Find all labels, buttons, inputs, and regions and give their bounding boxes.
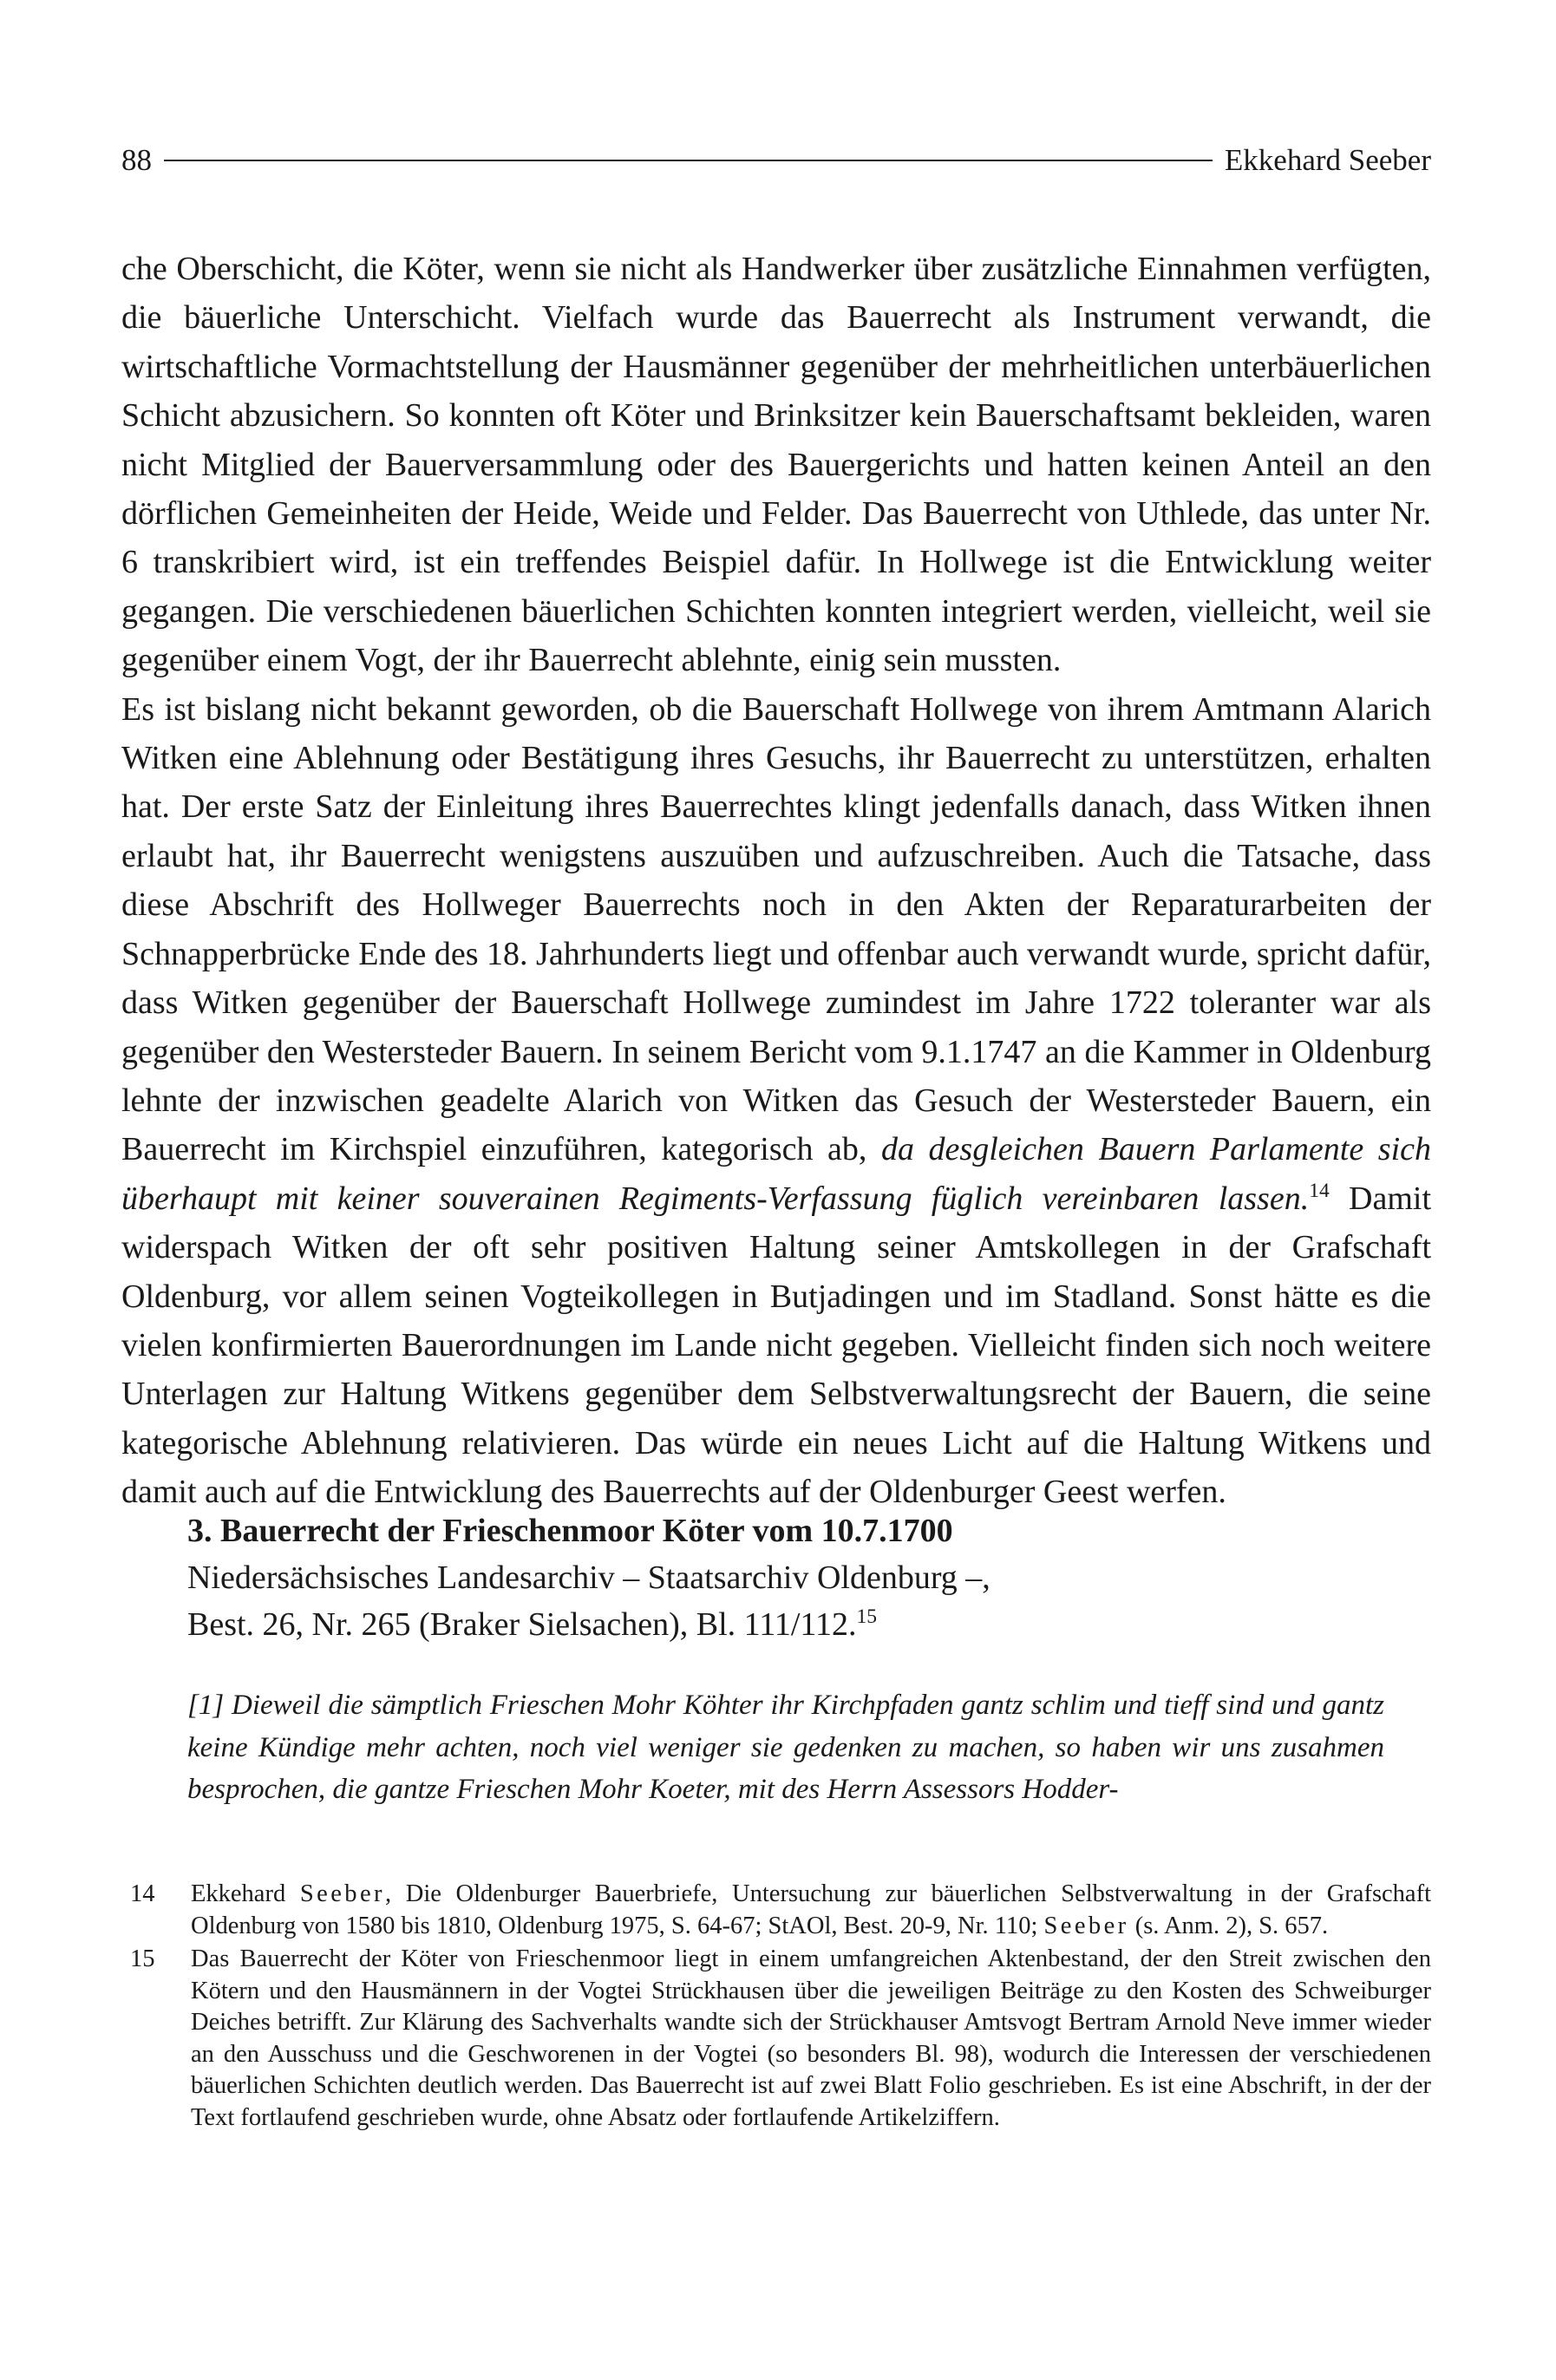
footnote-ref-14: 14 <box>1309 1179 1330 1202</box>
source-line-1: Niedersächsisches Landesarchiv – Staatsarchiv Oldenburg –, <box>187 1559 990 1596</box>
running-head-author: Ekkehard Seeber <box>1224 143 1431 177</box>
footnote-text-part: Ekkehard <box>191 1880 300 1907</box>
running-head <box>121 139 1431 182</box>
footnotes <box>130 1879 1431 2135</box>
footnote-14 <box>130 1879 1431 1942</box>
section-heading <box>187 1507 1402 1648</box>
footnote-number: 14 <box>130 1880 155 1907</box>
source-line-2-text: Best. 26, Nr. 265 (Braker Sielsachen), Bl. 111/112. <box>187 1606 857 1643</box>
body-text <box>121 245 1431 1517</box>
footnote-15 <box>130 1944 1431 2134</box>
footnote-number: 15 <box>130 1945 155 1972</box>
footnote-ref-15: 15 <box>856 1605 878 1628</box>
paragraph-2-text-b: Damit widerspach Witken der oft sehr positiven Haltung seiner Amtskollegen in der Grafschaft Oldenburg, vor allem seinen Vogteikollegen in Butjadingen und im Stadland. Sonst hätte es die vielen konfirmierten Bauerordnungen im Lande nicht gegeben. Vielleicht finden sich noch weitere Unterlagen zur Haltung Witkens gegenüber dem Selbstverwaltungsrecht der Bauern, die seine kategorische Ablehnung relativieren. Das würde ein neues Licht auf die Haltung Witkens und damit auch auf die Entwicklung des Bauerrechts auf der Oldenburger Geest werfen. <box>121 1180 1432 1511</box>
paragraph-2-text-a: Es ist bislang nicht bekannt geworden, ob die Bauerschaft Hollwege von ihrem Amtmann Alarich Witken eine Ablehnung oder Bestätigung ihres Gesuchs, ihr Bauerrecht zu unterstützen, erhalten hat. Der erste Satz der Einleitung ihres Bauerrechtes klingt jedenfalls danach, dass Witken ihnen erlaubt hat, ihr Bauerrecht wenigstens auszuüben und aufzuschreiben. Auch die Tatsache, dass diese Abschrift des Hollweger Bauerrechts noch in den Akten der Reparaturarbeiten der Schnapperbrücke Ende des 18. Jahrhunderts liegt und offenbar auch verwandt wurde, spricht dafür, dass Witken gegenüber der Bauerschaft Hollwege zumindest im Jahre 1722 toleranter war als gegenüber den Westersteder Bauern. In seinem Bericht vom 9.1.1747 an die Kammer in Oldenburg lehnte der inzwischen geadelte Alarich von Witken das Gesuch der Westersteder Bauern, ein Bauerrecht im Kirchspiel einzuführen, kategorisch ab, <box>121 690 1431 1168</box>
footnote-text <box>191 1879 1431 1942</box>
header-rule <box>164 160 1213 161</box>
quoted-text: da desgleichen Bauern Parlamente sich überhaupt mit keiner souverainen Regiments-Verfassung füglich vereinbaren lassen. <box>121 1131 1431 1217</box>
footnote-text-part: (s. Anm. 2), S. 657. <box>1128 1912 1329 1939</box>
footnote-author-name: Seeber <box>299 1880 385 1907</box>
source-line-2 <box>187 1601 1402 1648</box>
section-title: 3. Bauerrecht der Frieschenmoor Köter vom 10.7.1700 <box>187 1513 953 1549</box>
paragraph-1: che Oberschicht, die Köter, wenn sie nicht als Handwerker über zusätzliche Einnahmen verfügten, die bäuerliche Unterschicht. Vielfach wurde das Bauerrecht als Instrument verwandt, die wirtschaftliche Vormachtstellung der Hausmänner gegenüber der mehrheitlichen unterbäuerlichen Schicht abzusichern. So konnten oft Köter und Brinksitzer kein Bauerschaftsamt bekleiden, waren nicht Mitglied der Bauerversammlung oder des Bauergerichts und hatten keinen Anteil an den dörflichen Gemeinheiten der Heide, Weide und Felder. Das Bauerrecht von Uthlede, das unter Nr. 6 transkribiert wird, ist ein treffendes Beispiel dafür. In Hollwege ist die Entwicklung weiter gegangen. Die verschiedenen bäuerlichen Schichten konnten integriert werden, vielleicht, weil sie gegenüber einem Vogt, der ihr Bauerrecht ablehnte, einig sein mussten. <box>121 251 1431 679</box>
footnote-text-part: , Die Oldenburger Bauerbriefe, Untersuchung zur bäuerlichen Selbstverwaltung in der Grafschaft Oldenburg von 1580 bis 1810, Oldenburg 1975, S. 64-67; StAOl, Best. 20-9, Nr. 110; <box>191 1880 1431 1939</box>
paragraph-2 <box>121 685 1431 1517</box>
transcription-text: [1] Dieweil die sämptlich Frieschen Mohr Köhter ihr Kirchpfaden gantz schlim und tieff sind und gantz keine Kündige mehr achten, noch viel weniger sie gedenken zu machen, so haben wir uns zusahmen besprochen, die gantze Frieschen Mohr Koeter, mit des Herrn Assessors Hodder- <box>187 1690 1384 1805</box>
page-number: 88 <box>121 143 152 177</box>
footnote-author-name: Seeber <box>1043 1912 1129 1939</box>
footnote-text: Das Bauerrecht der Köter von Frieschenmoor liegt in einem umfangreichen Aktenbestand, der den Streit zwischen den Kötern und den Hausmännern in der Vogtei Strückhausen über die jeweiligen Beiträge zu den Kosten des Schweiburger Deiches betrifft. Zur Klärung des Sachverhalts wandte sich der Strückhauser Amtsvogt Bertram Arnold Neve immer wieder an den Ausschuss und die Geschworenen in der Vogtei (so besonders Bl. 98), wodurch die Interessen der verschiedenen bäuerlichen Schichten deutlich werden. Das Bauerrecht ist auf zwei Blatt Folio geschrieben. Es ist eine Abschrift, in der der Text fortlaufend geschrieben wurde, ohne Absatz oder fortlaufende Artikelziffern. <box>191 1945 1431 2131</box>
transcription <box>187 1684 1384 1811</box>
